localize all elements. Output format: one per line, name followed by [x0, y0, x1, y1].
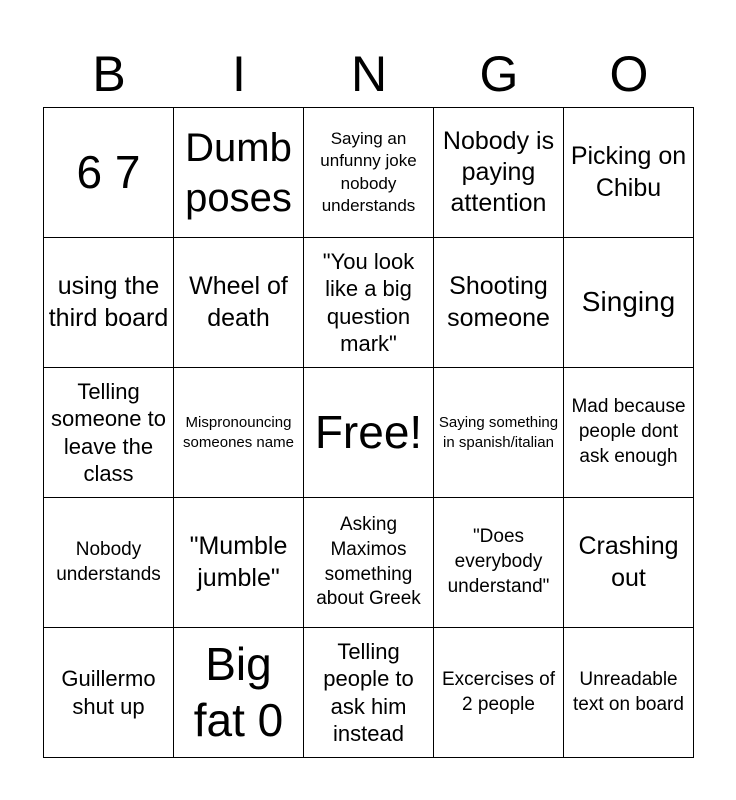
bingo-cell[interactable] [434, 238, 564, 368]
cell-text: Mispronouncing someones name [183, 414, 294, 451]
cell-text: Crashing out [578, 532, 679, 592]
bingo-cell[interactable] [564, 498, 694, 628]
cell-text: Mad because people dont ask enough [571, 396, 686, 467]
cell-text: Big fat 0 [193, 638, 284, 746]
header-letter-g: G [479, 46, 519, 102]
header-letter-o: O [609, 46, 649, 102]
header-letter-b: B [92, 46, 126, 102]
header-letter-i: I [232, 46, 246, 102]
cell-text: "Does everybody understand" [447, 526, 550, 597]
cell-text: "You look like a big question mark" [322, 248, 415, 356]
free-space[interactable] [304, 368, 434, 498]
cell-text: Telling someone to leave the class [51, 378, 166, 486]
bingo-cell[interactable] [44, 368, 174, 498]
cell-text: Nobody is paying attention [442, 126, 555, 218]
bingo-header [44, 40, 694, 108]
cell-text: Dumb poses [185, 125, 292, 220]
cell-text: Telling people to ask him instead [323, 638, 414, 746]
cell-text: Asking Maximos something about Greek [316, 514, 421, 610]
bingo-cell[interactable] [44, 628, 174, 758]
bingo-cell[interactable] [564, 108, 694, 238]
cell-text: Nobody understands [56, 538, 161, 585]
bingo-cell[interactable] [174, 108, 304, 238]
header-letter-n: N [350, 46, 388, 102]
cell-text: Wheel of death [189, 272, 288, 332]
cell-text: Shooting someone [447, 272, 550, 332]
cell-text: Guillermo shut up [61, 666, 156, 719]
bingo-cell[interactable] [174, 238, 304, 368]
cell-text: using the third board [48, 272, 169, 332]
bingo-cell[interactable] [44, 238, 174, 368]
bingo-cell[interactable] [174, 628, 304, 758]
bingo-cell[interactable] [434, 628, 564, 758]
cell-text: Free! [314, 405, 423, 458]
cell-text: Picking on Chibu [570, 142, 687, 202]
cell-text: Excercises of 2 people [442, 668, 555, 715]
cell-text: Unreadable text on board [573, 668, 684, 715]
bingo-cell[interactable] [434, 498, 564, 628]
bingo-cell[interactable] [44, 498, 174, 628]
bingo-cell[interactable] [174, 368, 304, 498]
bingo-cell[interactable] [434, 368, 564, 498]
bingo-cell[interactable] [304, 238, 434, 368]
bingo-cell[interactable] [304, 108, 434, 238]
bingo-cell[interactable] [564, 628, 694, 758]
cell-text: Saying something in spanish/italian [438, 414, 559, 451]
bingo-cell[interactable] [564, 238, 694, 368]
bingo-cell[interactable] [564, 368, 694, 498]
bingo-cell[interactable] [434, 108, 564, 238]
cell-text: Singing [581, 286, 676, 318]
cell-text: Saying an unfunny joke nobody understands [320, 129, 417, 215]
bingo-cell[interactable] [304, 628, 434, 758]
cell-text: 6 7 [76, 145, 141, 198]
cell-text: "Mumble jumble" [189, 532, 288, 592]
bingo-cell[interactable] [44, 108, 174, 238]
bingo-cell[interactable] [174, 498, 304, 628]
bingo-board [43, 107, 694, 758]
bingo-cell[interactable] [304, 498, 434, 628]
